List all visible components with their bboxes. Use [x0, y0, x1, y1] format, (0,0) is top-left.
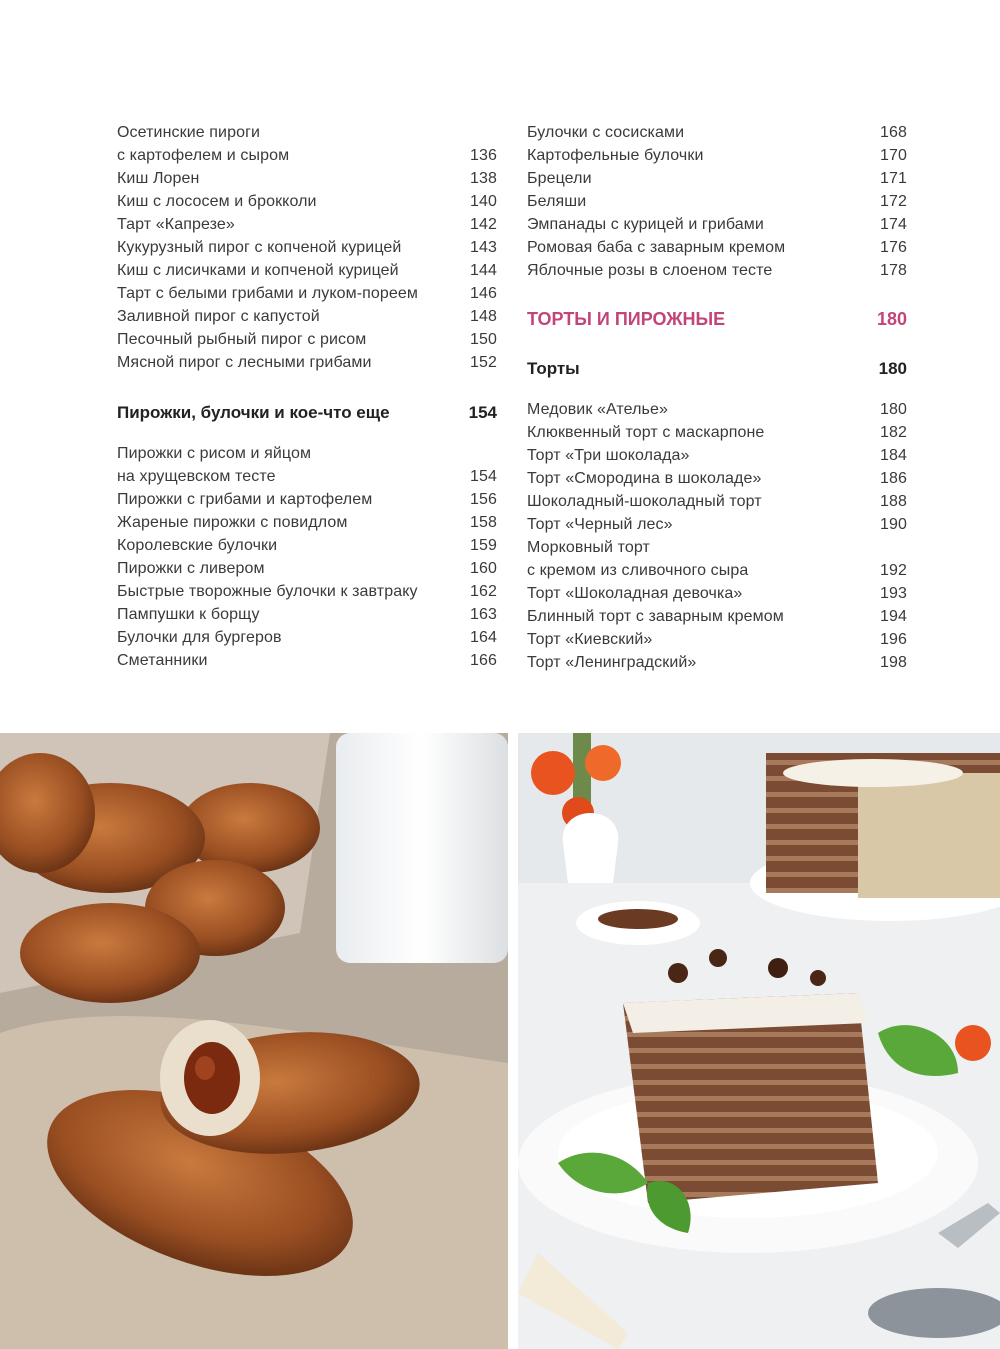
- toc-group-buns-continued: [527, 121, 907, 282]
- toc-entry[interactable]: [117, 328, 497, 351]
- toc-section-heading[interactable]: [117, 401, 497, 424]
- toc-entry-title: Эмпанады с курицей и грибами: [527, 216, 764, 233]
- toc-section-heading[interactable]: [527, 357, 907, 380]
- toc-entry-page: 178: [880, 262, 907, 279]
- toc-entry-title: с кремом из сливочного сыра: [527, 562, 749, 579]
- toc-entry-page: 164: [470, 629, 497, 646]
- toc-entry-title: Торт «Ленинградский»: [527, 654, 697, 671]
- toc-entry[interactable]: [117, 465, 497, 488]
- toc-entry-title: Торт «Киевский»: [527, 631, 653, 648]
- toc-entry-title: Морковный торт: [527, 539, 650, 556]
- toc-entry-page: 184: [880, 447, 907, 464]
- toc-entry-page: 140: [470, 193, 497, 210]
- toc-entry[interactable]: [117, 190, 497, 213]
- toc-entry[interactable]: [117, 305, 497, 328]
- toc-chapter-page: 180: [876, 309, 907, 329]
- toc-entry-title: Пирожки с грибами и картофелем: [117, 491, 373, 508]
- toc-entry[interactable]: [527, 398, 907, 421]
- toc-entry[interactable]: [527, 167, 907, 190]
- toc-entry[interactable]: [527, 190, 907, 213]
- toc-entry-title: Булочки для бургеров: [117, 629, 282, 646]
- toc-entry[interactable]: [527, 628, 907, 651]
- toc-entry-page: 163: [470, 606, 497, 623]
- toc-entry-page: 162: [470, 583, 497, 600]
- toc-entry-page: 144: [470, 262, 497, 279]
- toc-entry-title: Ромовая баба с заварным кремом: [527, 239, 786, 256]
- toc-entry-title: Тарт с белыми грибами и луком-пореем: [117, 285, 419, 302]
- toc-entry[interactable]: [527, 444, 907, 467]
- toc-entry-title: Королевские булочки: [117, 537, 278, 554]
- toc-entry[interactable]: [117, 236, 497, 259]
- toc-entry-page: 154: [470, 468, 497, 485]
- toc-entry-page: 159: [470, 537, 497, 554]
- toc-entry-title: Песочный рыбный пирог с рисом: [117, 331, 367, 348]
- toc-entry[interactable]: [527, 213, 907, 236]
- toc-entry-title: Кукурузный пирог с копченой курицей: [117, 239, 402, 256]
- toc-entry-page: 143: [470, 239, 497, 256]
- toc-entry[interactable]: [117, 488, 497, 511]
- toc-entry-page: 176: [880, 239, 907, 256]
- toc-entry[interactable]: [527, 651, 907, 674]
- toc-entry-title: Быстрые творожные булочки к завтраку: [117, 583, 418, 600]
- toc-entry-title: Пирожки с рисом и яйцом: [117, 445, 312, 462]
- toc-entry-page: 158: [470, 514, 497, 531]
- toc-entry-title: на хрущевском тесте: [117, 468, 276, 485]
- toc-entry-title: Торт «Шоколадная девочка»: [527, 585, 743, 602]
- toc-entry-title: Булочки с сосисками: [527, 124, 685, 141]
- toc-chapter-title: ТОРТЫ И ПИРОЖНЫЕ: [527, 309, 726, 329]
- toc-entry-title: Медовик «Ателье»: [527, 401, 668, 418]
- toc-group-buns: [117, 442, 497, 672]
- toc-entry-title: Киш с лососем и брокколи: [117, 193, 317, 210]
- toc-entry-page: 166: [470, 652, 497, 669]
- toc-entry-page: 146: [470, 285, 497, 302]
- toc-entry-page: 174: [880, 216, 907, 233]
- toc-entry-page: 180: [880, 401, 907, 418]
- fried-pirozhki-photo: [0, 733, 508, 1349]
- toc-section-page: 154: [468, 403, 497, 422]
- toc-entry-page: 138: [470, 170, 497, 187]
- toc-entry[interactable]: [117, 603, 497, 626]
- toc-entry[interactable]: [117, 626, 497, 649]
- toc-entry-title: Яблочные розы в слоеном тесте: [527, 262, 773, 279]
- toc-left-column: [117, 121, 497, 672]
- toc-group-pies: [117, 121, 497, 374]
- toc-entry-title: Шоколадный-шоколадный торт: [527, 493, 762, 510]
- toc-entry-page: 156: [470, 491, 497, 508]
- toc-entry-title: Осетинские пироги: [117, 124, 261, 141]
- toc-entry[interactable]: [527, 421, 907, 444]
- toc-entry-title: Клюквенный торт с маскарпоне: [527, 424, 765, 441]
- toc-entry-title: Тарт «Капрезе»: [117, 216, 235, 233]
- toc-entry[interactable]: [117, 442, 497, 465]
- toc-entry[interactable]: [117, 144, 497, 167]
- toc-entry[interactable]: [527, 582, 907, 605]
- toc-entry-page: 192: [880, 562, 907, 579]
- toc-entry[interactable]: [527, 513, 907, 536]
- toc-entry[interactable]: [527, 121, 907, 144]
- toc-entry[interactable]: [527, 536, 907, 559]
- toc-entry[interactable]: [117, 282, 497, 305]
- toc-entry-page: 190: [880, 516, 907, 533]
- toc-entry-page: 196: [880, 631, 907, 648]
- toc-entry-page: 182: [880, 424, 907, 441]
- toc-entry-page: 171: [880, 170, 907, 187]
- toc-entry-page: 186: [880, 470, 907, 487]
- toc-entry-title: Торт «Смородина в шоколаде»: [527, 470, 762, 487]
- toc-entry-title: Заливной пирог с капустой: [117, 308, 320, 325]
- toc-entry-page: 148: [470, 308, 497, 325]
- toc-entry[interactable]: [527, 467, 907, 490]
- toc-entry-page: 136: [470, 147, 497, 164]
- toc-entry[interactable]: [117, 213, 497, 236]
- toc-entry[interactable]: [117, 649, 497, 672]
- toc-section-page: 180: [878, 359, 907, 378]
- toc-entry-page: 172: [880, 193, 907, 210]
- chocolate-cake-photo: [518, 733, 1000, 1349]
- toc-entry-title: Беляши: [527, 193, 587, 210]
- toc-entry[interactable]: [527, 605, 907, 628]
- toc-entry-page: 168: [880, 124, 907, 141]
- toc-section-title: Торты: [527, 359, 580, 378]
- toc-entry-page: 198: [880, 654, 907, 671]
- toc-chapter-heading[interactable]: [527, 308, 907, 331]
- toc-entry-title: Торт «Черный лес»: [527, 516, 673, 533]
- toc-entry-page: 160: [470, 560, 497, 577]
- toc-entry-title: Сметанники: [117, 652, 208, 669]
- toc-entry-page: 150: [470, 331, 497, 348]
- toc-entry-page: 188: [880, 493, 907, 510]
- toc-entry[interactable]: [117, 167, 497, 190]
- toc-entry[interactable]: [117, 259, 497, 282]
- toc-entry[interactable]: [527, 144, 907, 167]
- toc-entry-title: с картофелем и сыром: [117, 147, 290, 164]
- toc-entry[interactable]: [527, 236, 907, 259]
- toc-group-cakes: [527, 398, 907, 674]
- toc-entry[interactable]: [527, 259, 907, 282]
- toc-right-column: [527, 121, 907, 674]
- toc-entry[interactable]: [117, 351, 497, 374]
- chocolate-cake-illustration: [518, 733, 1000, 1349]
- toc-entry[interactable]: [117, 557, 497, 580]
- toc-section-title: Пирожки, булочки и кое-что еще: [117, 403, 390, 422]
- toc-entry-title: Пирожки с ливером: [117, 560, 265, 577]
- toc-entry-title: Картофельные булочки: [527, 147, 704, 164]
- toc-entry[interactable]: [117, 511, 497, 534]
- toc-entry-title: Киш Лорен: [117, 170, 200, 187]
- toc-entry-title: Жареные пирожки с повидлом: [117, 514, 348, 531]
- toc-entry-page: 193: [880, 585, 907, 602]
- toc-entry[interactable]: [117, 534, 497, 557]
- toc-entry[interactable]: [117, 121, 497, 144]
- toc-entry-page: 194: [880, 608, 907, 625]
- toc-entry-title: Пампушки к борщу: [117, 606, 260, 623]
- fried-pirozhki-illustration: [0, 733, 508, 1349]
- toc-entry-title: Брецели: [527, 170, 592, 187]
- toc-entry[interactable]: [527, 559, 907, 582]
- toc-entry-title: Блинный торт с заварным кремом: [527, 608, 784, 625]
- toc-entry-title: Мясной пирог с лесными грибами: [117, 354, 372, 371]
- toc-entry[interactable]: [527, 490, 907, 513]
- toc-entry-title: Торт «Три шоколада»: [527, 447, 690, 464]
- toc-entry[interactable]: [117, 580, 497, 603]
- toc-entry-page: 142: [470, 216, 497, 233]
- toc-entry-page: 170: [880, 147, 907, 164]
- toc-entry-title: Киш с лисичками и копченой курицей: [117, 262, 399, 279]
- toc-entry-page: 152: [470, 354, 497, 371]
